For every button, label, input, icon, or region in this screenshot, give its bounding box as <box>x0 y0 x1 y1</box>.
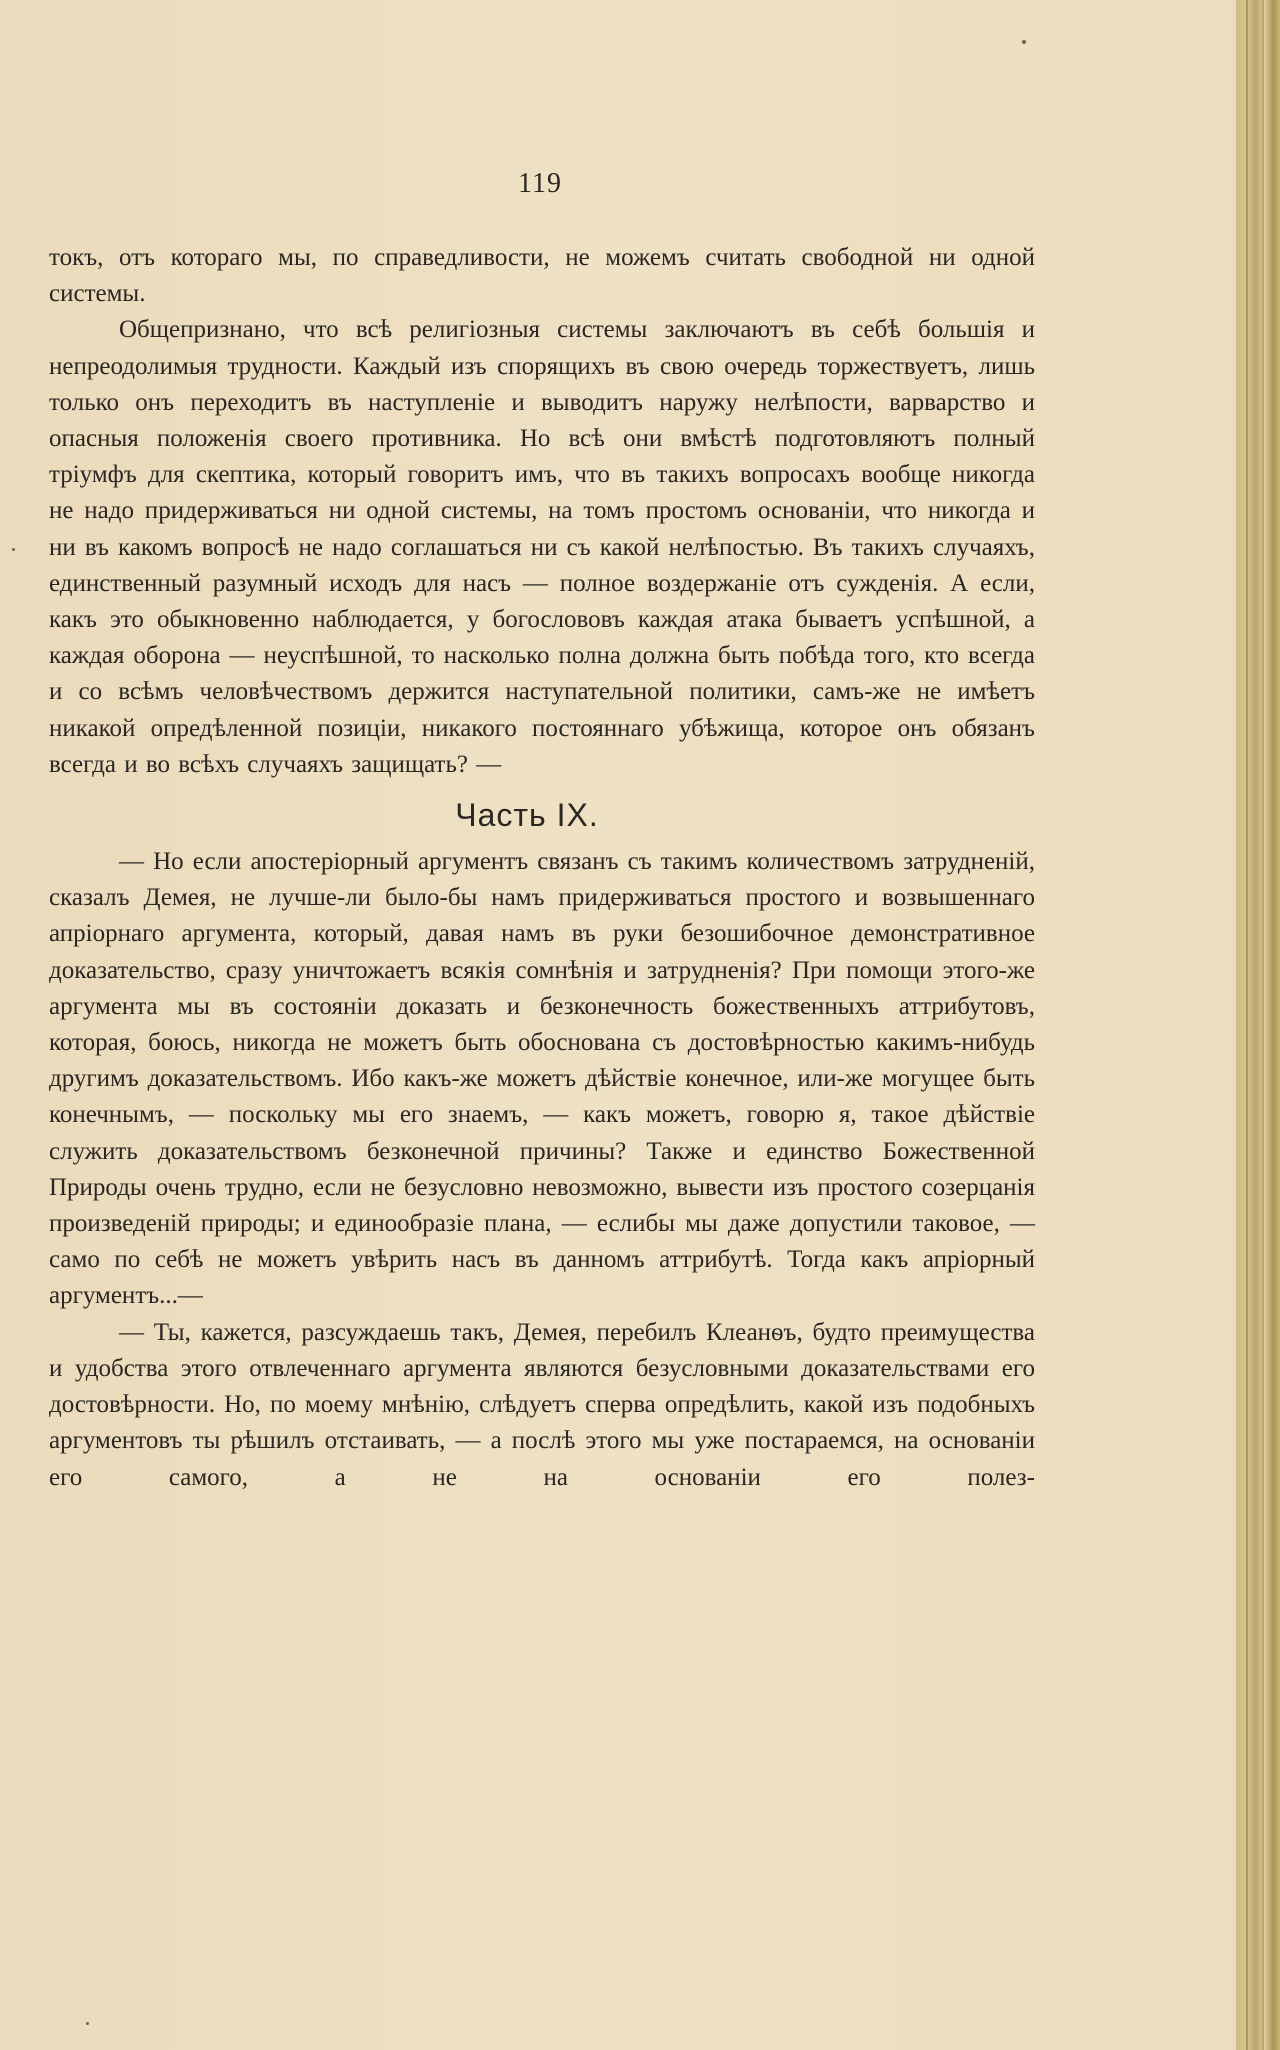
paragraph-cleanthes-reply: — Ты, кажется, разсуждаешь такъ, Демея, перебилъ Клеанѳъ, будто преимущества и удобства этого отвлеченнаго аргумента являются безусловными доказательствами его достовѣрности. Но, по моему мнѣнію, слѣдуетъ сперва опредѣлить, какой изъ подобныхъ аргументовъ ты рѣшилъ отстаивать, — а послѣ этого мы уже постараемся, на основаніи его самого, а не на основаніи его полез- <box>49 1318 1035 1491</box>
chapter-heading: Часть IX. <box>455 797 599 834</box>
paper-speck <box>12 548 15 551</box>
paragraph-religious-systems: Общепризнано, что всѣ религіозныя системы заключаютъ въ себѣ большія и непреодолимыя трудности. Каждый изъ спорящихъ въ свою очередь торжествуетъ, лишь только онъ переходитъ въ наступленіе и выводитъ наружу нелѣпости, варварство и опасныя положенія своего противника. Но всѣ они вмѣстѣ подготовляютъ полный тріумфъ для скептика, который говоритъ имъ, что въ такихъ вопросахъ вообще никогда не надо придерживаться ни одной системы, на томъ простомъ основаніи, что никогда и ни въ какомъ вопросѣ не надо соглашаться ни съ какой нелѣпостью. Въ такихъ случаяхъ, единственный разумный исходъ для насъ — полное воздержаніе отъ сужденія. А если, какъ это обыкновенно наблюдается, у богослововъ каждая атака бываетъ успѣшной, а каждая оборона — неуспѣшной, то насколько полна должна быть побѣда того, кто всегда и со всѣмъ человѣчествомъ держится наступательной политики, самъ-же не имѣетъ никакой опредѣленной позиціи, никакого постояннаго убѣжища, которое онъ обязанъ всегда и во всѣхъ случаяхъ защищать? — <box>49 316 1035 778</box>
paper-speck <box>86 2022 89 2025</box>
paper-speck <box>1022 40 1026 44</box>
page-edge-binding <box>1236 0 1280 2050</box>
page-number: 119 <box>518 168 562 199</box>
paragraph-continuation: токъ, отъ котораго мы, по справедливости, не можемъ считать свободной ни одной системы. <box>49 244 1035 308</box>
page-text <box>49 240 1035 1496</box>
paragraph-demea-argument: — Но если апостеріорный аргументъ связанъ съ такимъ количествомъ затрудненій, сказалъ Демея, не лучше-ли было-бы намъ придерживаться простого и возвышеннаго апріорнаго аргумента, который, давая намъ въ руки безошибочное демонстративное доказательство, сразу уничтожаетъ всякія сомнѣнія и затрудненія? При помощи этого-же аргумента мы въ состояніи доказать и безконечность божественныхъ аттрибутовъ, которая, боюсь, никогда не можетъ быть обоснована съ достовѣрностью какимъ-нибудь другимъ доказательствомъ. Ибо какъ-же можетъ дѣйствіе конечное, или-же могущее быть конечнымъ, — поскольку мы его знаемъ, — какъ можетъ, говорю я, такое дѣйствіе служить доказательствомъ безконечной причины? Также и единство Божественной Природы очень трудно, если не безусловно невозможно, вывести изъ простого созерцанія произведеній природы; и единообразіе плана, — еслибы мы даже допустили таковое, — само по себѣ не можетъ увѣрить насъ въ данномъ аттрибутѣ. Тогда какъ апріорный аргументъ...— <box>49 848 1035 1310</box>
